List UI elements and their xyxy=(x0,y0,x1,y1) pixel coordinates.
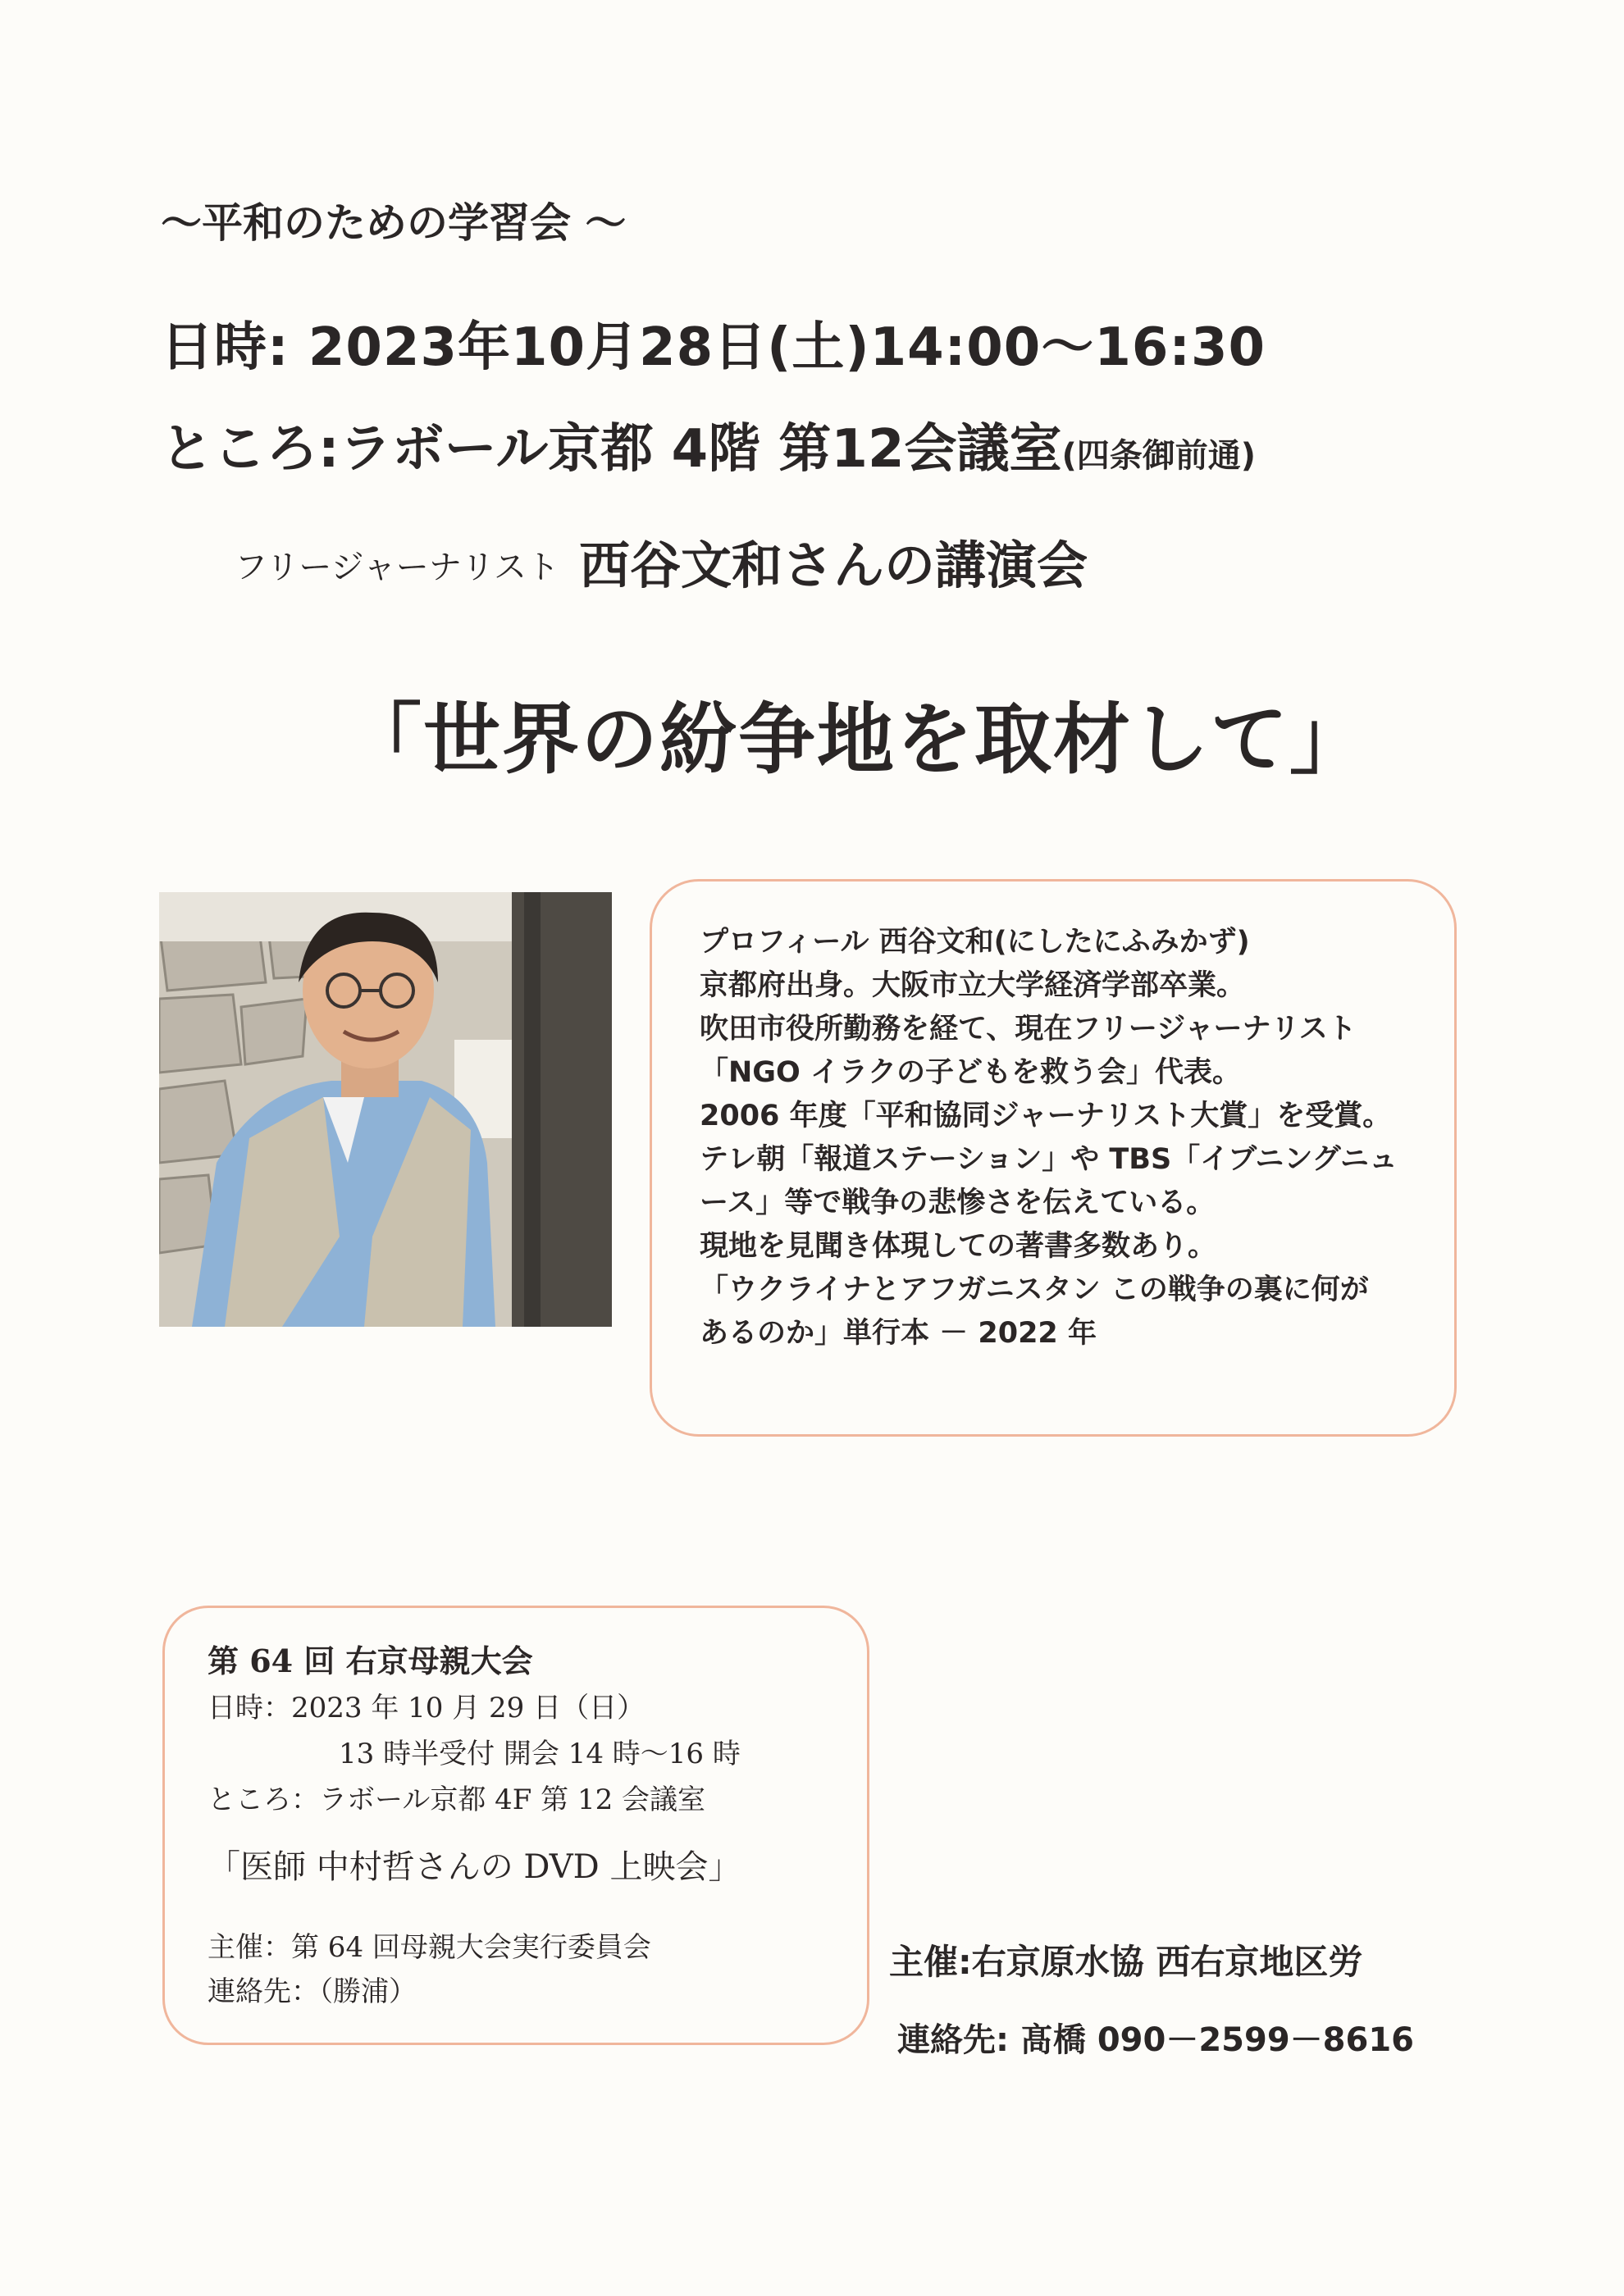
convention-date: 日時：2023 年 10 月 29 日（日） xyxy=(208,1692,645,1724)
event-datetime: 日時: 2023年10月28日(土)14:00～16:30 xyxy=(161,317,1266,378)
profile-box xyxy=(650,879,1457,1437)
profile-line: 「NGO イラクの子どもを救う会」代表。 xyxy=(700,1056,1241,1089)
place-parenthetical: (四条御前通) xyxy=(1061,437,1257,475)
series-title: ～平和のための学習会 ～ xyxy=(161,199,627,247)
convention-time: 13 時半受付 開会 14 時～16 時 xyxy=(339,1738,741,1770)
contact: 連絡先: 髙橋 090－2599－8616 xyxy=(897,2021,1414,2059)
convention-organizer: 主催：第 64 回母親大会実行委員会 xyxy=(208,1931,651,1964)
convention-place: ところ：ラボール京都 4F 第 12 会議室 xyxy=(208,1784,706,1816)
profile-line: 現地を見聞き体現しての著書多数あり。 xyxy=(700,1230,1217,1263)
profile-line: 2006 年度「平和協同ジャーナリスト大賞」を受賞。 xyxy=(700,1100,1392,1132)
dvd-screening-title: 「医師 中村哲さんの DVD 上映会」 xyxy=(208,1848,741,1886)
profile-line: 吹田市役所勤務を経て、現在フリージャーナリスト xyxy=(700,1013,1357,1046)
speaker-lecture-heading: 西谷文和さんの講演会 xyxy=(579,535,1088,595)
event-place xyxy=(161,407,1256,482)
profile-line: テレ朝「報道ステーション」や TBS「イブニングニュ xyxy=(700,1143,1398,1176)
place-main: ところ:ラボール京都 4階 第12会議室 xyxy=(161,419,1062,480)
convention-title: 第 64 回 右京母親大会 xyxy=(208,1642,533,1679)
profile-line: あるのか」単行本 － 2022 年 xyxy=(700,1317,1097,1350)
profile-line: 京都府出身。大阪市立大学経済学部卒業。 xyxy=(700,969,1246,1002)
speaker-role: フリージャーナリスト xyxy=(235,549,559,586)
profile-line: ース」等で戦争の悲惨さを伝えている。 xyxy=(700,1187,1216,1219)
profile-line: 「ウクライナとアフガニスタン この戦争の裏に何が xyxy=(700,1273,1369,1306)
organizer: 主催:右京原水協 西右京地区労 xyxy=(889,1942,1363,1982)
mothers-convention-box xyxy=(162,1606,869,2045)
speaker-photo-illustration xyxy=(159,892,612,1327)
convention-contact: 連絡先：（勝浦） xyxy=(208,1975,417,2008)
lecture-title: 「世界の紛争地を取材して」 xyxy=(344,695,1369,785)
speaker-photo xyxy=(159,892,612,1327)
profile-line: プロフィール 西谷文和(にしたにふみかず) xyxy=(700,926,1250,959)
